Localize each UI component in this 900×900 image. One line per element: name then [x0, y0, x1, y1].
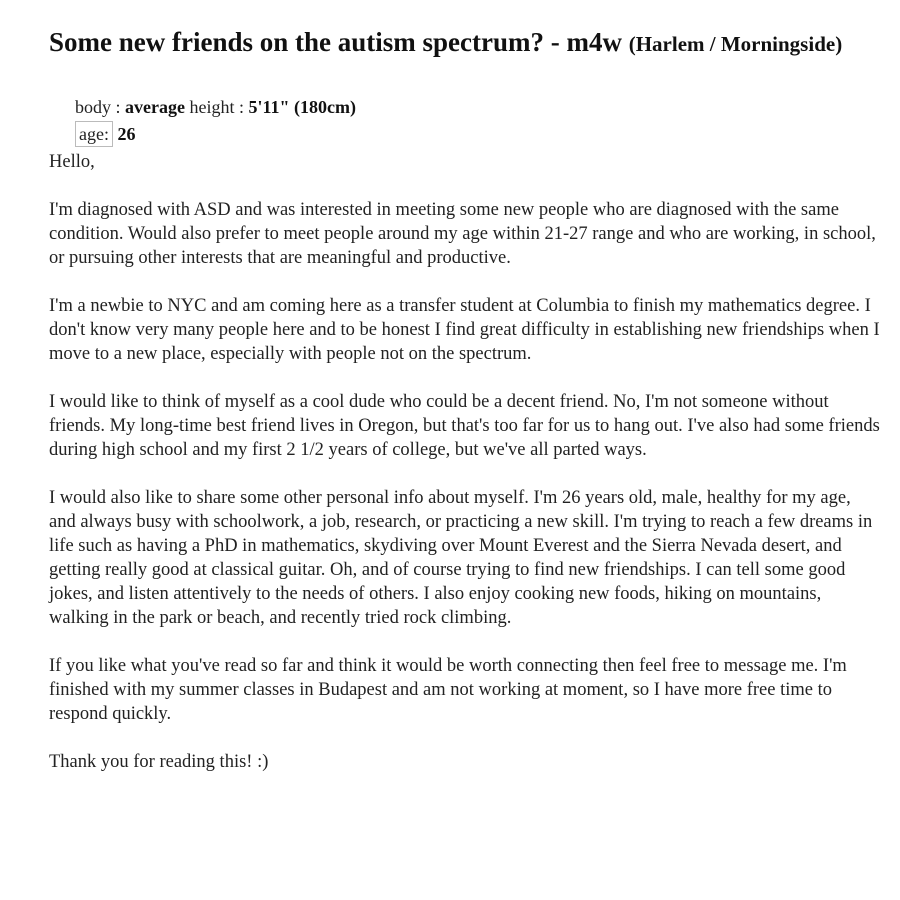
attribute-group [75, 94, 880, 148]
attribute-row-age [75, 121, 880, 148]
body-label: body : [75, 97, 121, 117]
paragraph-cool-dude: I would like to think of myself as a cool dude who could be a decent friend. No, I'm not someone without friends. My long-time best friend lives in Oregon, but that's too far for us to hang out. I've also had some friends during high school and my first 2 1/2 years of college, but we've all parted ways. [49, 392, 880, 460]
attribute-row-body-height [75, 94, 880, 121]
post-title-text: Some new friends on the autism spectrum? - m4w [49, 27, 622, 57]
age-value: 26 [117, 124, 136, 144]
paragraph-newbie: I'm a newbie to NYC and am coming here as a transfer student at Columbia to finish my mathematics degree. I don't know very many people here and to be honest I find great difficulty in establishing new friendships when I move to a new place, especially with people not on the spectrum. [49, 296, 880, 364]
posting-body [49, 150, 880, 774]
greeting: Hello, [49, 152, 95, 172]
paragraph-thanks: Thank you for reading this! :) [49, 752, 269, 772]
paragraph-personal-info: I would also like to share some other personal info about myself. I'm 26 years old, male, healthy for my age, and always busy with schoolwork, a job, research, or practicing a new skill. I'm trying to reach a few dreams in life such as having a PhD in mathematics, skydiving over Mount Everest and the Sierra Nevada desert, and getting really good at classical guitar. Oh, and of course trying to find new friendships. I can tell some good jokes, and listen attentively to the needs of others. I also enjoy cooking new foods, hiking on mountains, walking in the park or beach, and recently tried rock climbing. [49, 488, 873, 628]
age-label: age: [75, 121, 113, 147]
height-label: height : [189, 97, 244, 117]
paragraph-contact: If you like what you've read so far and think it would be worth connecting then feel free to message me. I'm finished with my summer classes in Budapest and am not working at moment, so I have more free time to respond quickly. [49, 656, 847, 724]
post-location: (Harlem / Morningside) [628, 32, 843, 56]
height-value: 5'11" (180cm) [248, 97, 356, 117]
body-value: average [125, 97, 185, 117]
paragraph-diagnosis: I'm diagnosed with ASD and was interested in meeting some new people who are diagnosed with the same condition. Would also prefer to meet people around my age within 21-27 range and who are working, in school, or pursuing other interests that are meaningful and productive. [49, 200, 876, 268]
post-title [49, 22, 880, 64]
